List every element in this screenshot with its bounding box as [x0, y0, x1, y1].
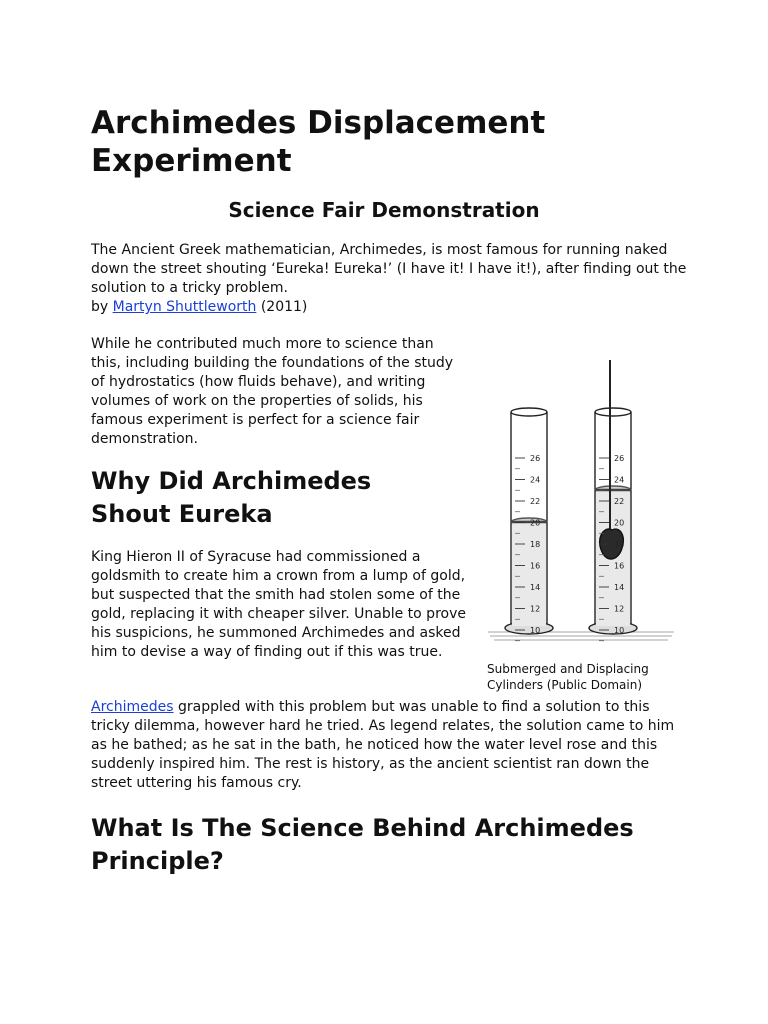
left-tick-label: 14 — [530, 583, 541, 592]
left-tick-label: 26 — [530, 454, 541, 463]
right-tick-label: 10 — [614, 626, 625, 635]
left-tick-label: 10 — [530, 626, 541, 635]
intro-paragraph: The Ancient Greek mathematician, Archimedes, is most famous for running naked down the street shouting ‘Eureka! Eureka!’ (I have it! I have it!), after finding out the solution to a tricky problem. — [91, 242, 687, 296]
page-subtitle: Science Fair Demonstration — [228, 198, 540, 222]
byline-year: (2011) — [256, 299, 308, 315]
grappled-paragraph — [91, 698, 691, 793]
contrib-paragraph: While he contributed much more to science than this, including building the foundations of the study of hydrostatics (how fluids behave), and writing volumes of work on the properties of solids, his famous experiment is perfect for a science fair demonstration. — [91, 336, 454, 447]
byline — [91, 298, 691, 317]
left-cylinder — [505, 408, 553, 634]
section-heading-science: What Is The Science Behind Archimedes Principle? — [91, 814, 634, 875]
left-tick-label: 18 — [530, 540, 541, 549]
left-tick-label: 24 — [530, 475, 541, 485]
section-heading-why: Why Did Archimedes Shout Eureka — [91, 467, 372, 528]
figure-caption: Submerged and Displacing Cylinders (Public Domain) — [487, 662, 649, 692]
left-tick-label: 20 — [530, 518, 541, 528]
cylinders-illustration — [484, 360, 676, 660]
right-tick-label: 20 — [614, 518, 625, 528]
right-tick-label: 22 — [614, 497, 625, 506]
right-tick-label: 12 — [614, 604, 625, 614]
grappled-text: grappled with this problem but was unable to find a solution to this tricky dilemma, however hard he tried. As legend relates, the solution came to him as he bathed; as he sat in the bath, he noticed how the water level rose and this suddenly inspired him. The rest is history, as the ancient scientist ran down the street uttering his famous cry. — [91, 699, 675, 791]
author-link[interactable]: Martyn Shuttleworth — [112, 299, 257, 315]
left-tick-label: 12 — [530, 604, 541, 614]
right-tick-label: 24 — [614, 475, 625, 485]
king-paragraph: King Hieron II of Syracuse had commissioned a goldsmith to create him a crown from a lump of gold, but suspected that the smith had stolen some of the gold, replacing it with cheaper silver. Unable to prove his suspicions, he summoned Archimedes and asked him to devise a way of finding out if this was true. — [91, 549, 466, 660]
right-tick-label: 18 — [614, 540, 625, 549]
right-tick-label: 16 — [614, 561, 625, 571]
byline-prefix: by — [91, 299, 113, 315]
left-tick-label: 16 — [530, 561, 541, 571]
cylinders-figure — [484, 360, 676, 660]
left-tick-label: 22 — [530, 497, 541, 506]
right-cylinder — [589, 360, 637, 634]
archimedes-link[interactable]: Archimedes — [91, 699, 174, 715]
page-title: Archimedes Displacement Experiment — [91, 105, 546, 179]
right-tick-label: 26 — [614, 454, 625, 463]
right-tick-label: 14 — [614, 583, 625, 592]
